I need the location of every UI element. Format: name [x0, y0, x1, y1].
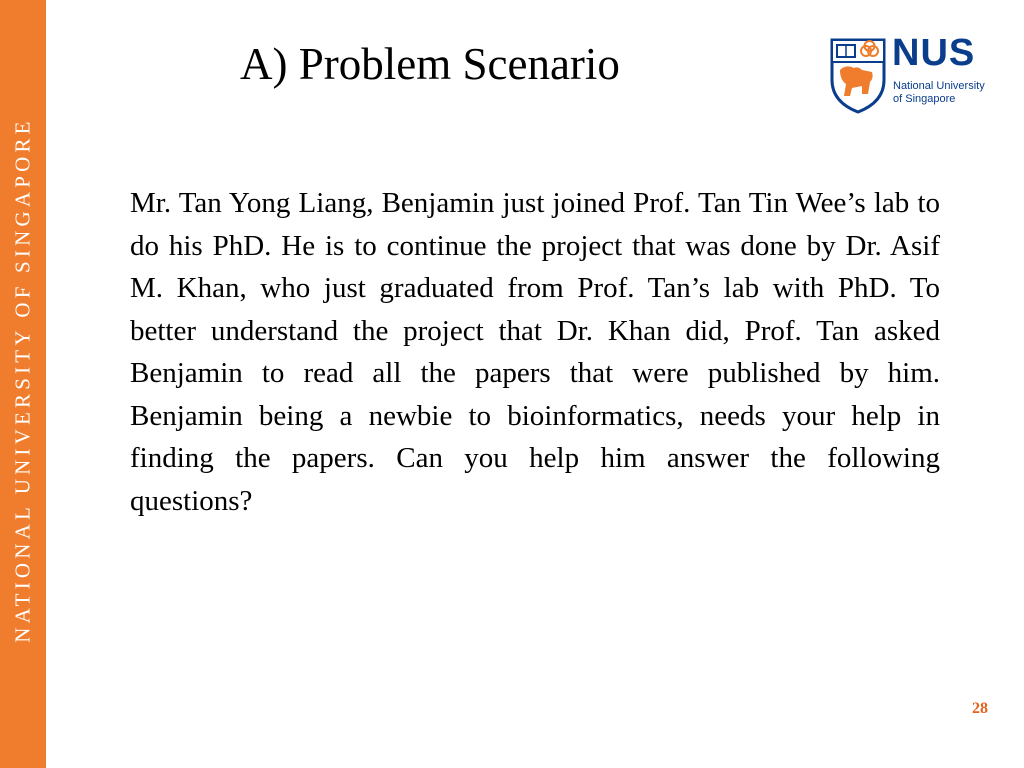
crest-icon — [828, 36, 888, 116]
logo-wordmark: NUS — [892, 32, 976, 74]
sidebar-university-name: NATIONAL UNIVERSITY OF SINGAPORE — [10, 117, 35, 643]
logo-subtitle — [893, 80, 1003, 106]
side-band — [0, 0, 46, 768]
logo-subtitle-line1: National University — [893, 80, 985, 92]
page-number: 28 — [972, 700, 988, 717]
nus-logo — [828, 32, 998, 116]
scenario-paragraph: Mr. Tan Yong Liang, Benjamin just joined Prof. Tan Tin Wee’s lab to do his PhD. He is to continue the project that was done by Dr. Asif M. Khan, who just graduated from Prof. Tan’s lab with PhD. To better understand the project that Dr. Khan did, Prof. Tan asked Benjamin to read all the papers that were published by him. Benjamin being a newbie to bioinformatics, needs your help in finding the papers. Can you help him answer the following questions? — [130, 187, 940, 517]
logo-subtitle-line2: of Singapore — [893, 93, 956, 105]
slide-title: A) Problem Scenario — [240, 39, 620, 89]
